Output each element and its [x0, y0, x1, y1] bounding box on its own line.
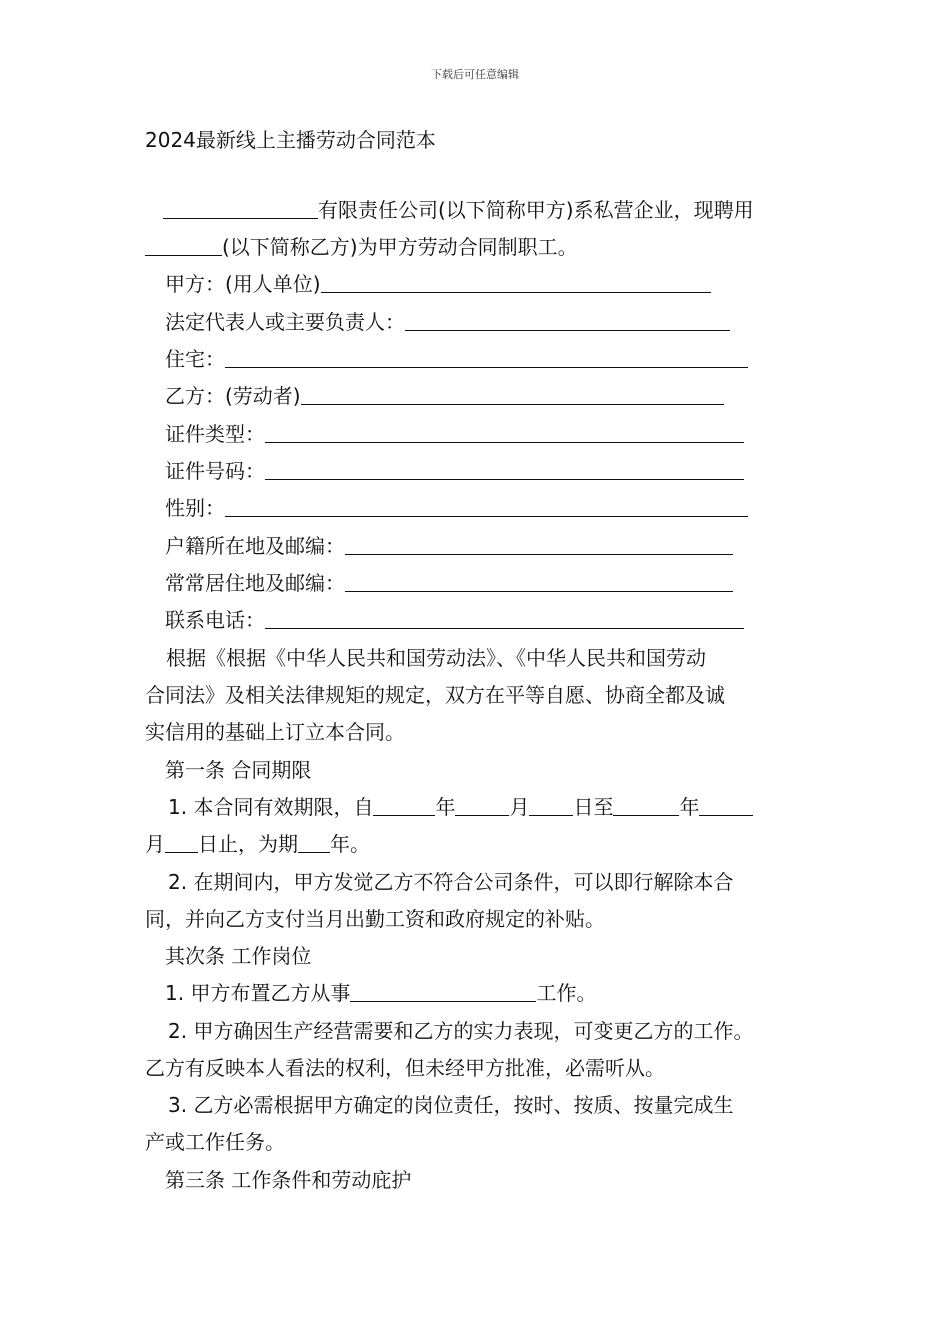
field-blank — [345, 571, 733, 592]
page-header-note: 下载后可任意编辑 — [431, 68, 519, 81]
article-1-heading: 第一条 合同期限 — [165, 758, 312, 782]
basis-line-2: 合同法》及相关法律规矩的规定，双方在平等自愿、协商全都及诚 — [145, 683, 725, 707]
field-blank — [265, 459, 744, 480]
date-blank — [373, 795, 435, 816]
date-blank — [165, 832, 198, 853]
article-1-para-1: 1. 本合同有效期限，自 年 月 日至 年 — [168, 793, 753, 821]
date-blank — [699, 795, 753, 816]
field-address: 常常居住地及邮编： — [165, 569, 733, 597]
article-2-para-1: 1. 甲方布置乙方从事 工作。 — [165, 981, 597, 1005]
field-id-type: 证件类型： — [165, 420, 744, 448]
field-gender: 性别： — [165, 494, 748, 522]
article-2-para-2-line-1: 2. 甲方确因生产经营需要和乙方的实力表现，可变更乙方的工作。 — [168, 1019, 754, 1043]
basis-line-3: 实信用的基础上订立本合同。 — [145, 720, 405, 744]
employee-blank — [145, 235, 222, 256]
field-blank — [265, 608, 744, 629]
intro-line-1: 有限责任公司(以下简称甲方)系私营企业，现聘用 — [163, 196, 754, 224]
date-blank — [529, 795, 573, 816]
article-2-para-3-line-2: 产或工作任务。 — [145, 1130, 285, 1154]
date-blank — [455, 795, 509, 816]
intro-line-2: (以下简称乙方)为甲方劳动合同制职工。 — [145, 233, 578, 261]
article-2-para-3-line-1: 3. 乙方必需根据甲方确定的岗位责任，按时、按质、按量完成生 — [168, 1093, 734, 1117]
article-1-para-2-line-1: 2. 在期间内，甲方发觉乙方不符合公司条件，可以即行解除本合 — [168, 870, 734, 894]
article-2-para-2-line-2: 乙方有反映本人看法的权利，但未经甲方批准，必需听从。 — [145, 1056, 665, 1080]
article-3-heading: 第三条 工作条件和劳动庇护 — [165, 1168, 412, 1192]
field-blank — [405, 310, 730, 331]
article-1-para-1-cont: 月 日止，为期 年。 — [145, 832, 370, 856]
field-blank — [301, 384, 724, 405]
field-blank — [321, 272, 711, 293]
field-legal-rep: 法定代表人或主要负责人： — [165, 308, 730, 336]
field-yifang: 乙方：(劳动者) — [165, 382, 724, 410]
field-hukou: 户籍所在地及邮编： — [165, 532, 733, 560]
field-id-number: 证件号码： — [165, 457, 744, 485]
document-title: 2024最新线上主播劳动合同范本 — [145, 128, 436, 152]
article-1-para-2-line-2: 同，并向乙方支付当月出勤工资和政府规定的补贴。 — [145, 907, 605, 931]
field-blank — [265, 422, 744, 443]
article-2-heading: 其次条 工作岗位 — [165, 944, 312, 968]
job-blank — [350, 981, 536, 1002]
field-phone: 联系电话： — [165, 606, 744, 634]
basis-line-1: 根据《根据《中华人民共和国劳动法》、《中华人民共和国劳动 — [166, 646, 706, 670]
date-blank — [613, 795, 679, 816]
field-blank — [225, 347, 748, 368]
field-jiafang: 甲方：(用人单位) — [165, 270, 711, 298]
field-blank — [345, 534, 733, 555]
date-blank — [298, 832, 330, 853]
field-blank — [225, 496, 748, 517]
field-residence: 住宅： — [165, 345, 748, 373]
company-blank — [163, 198, 318, 219]
